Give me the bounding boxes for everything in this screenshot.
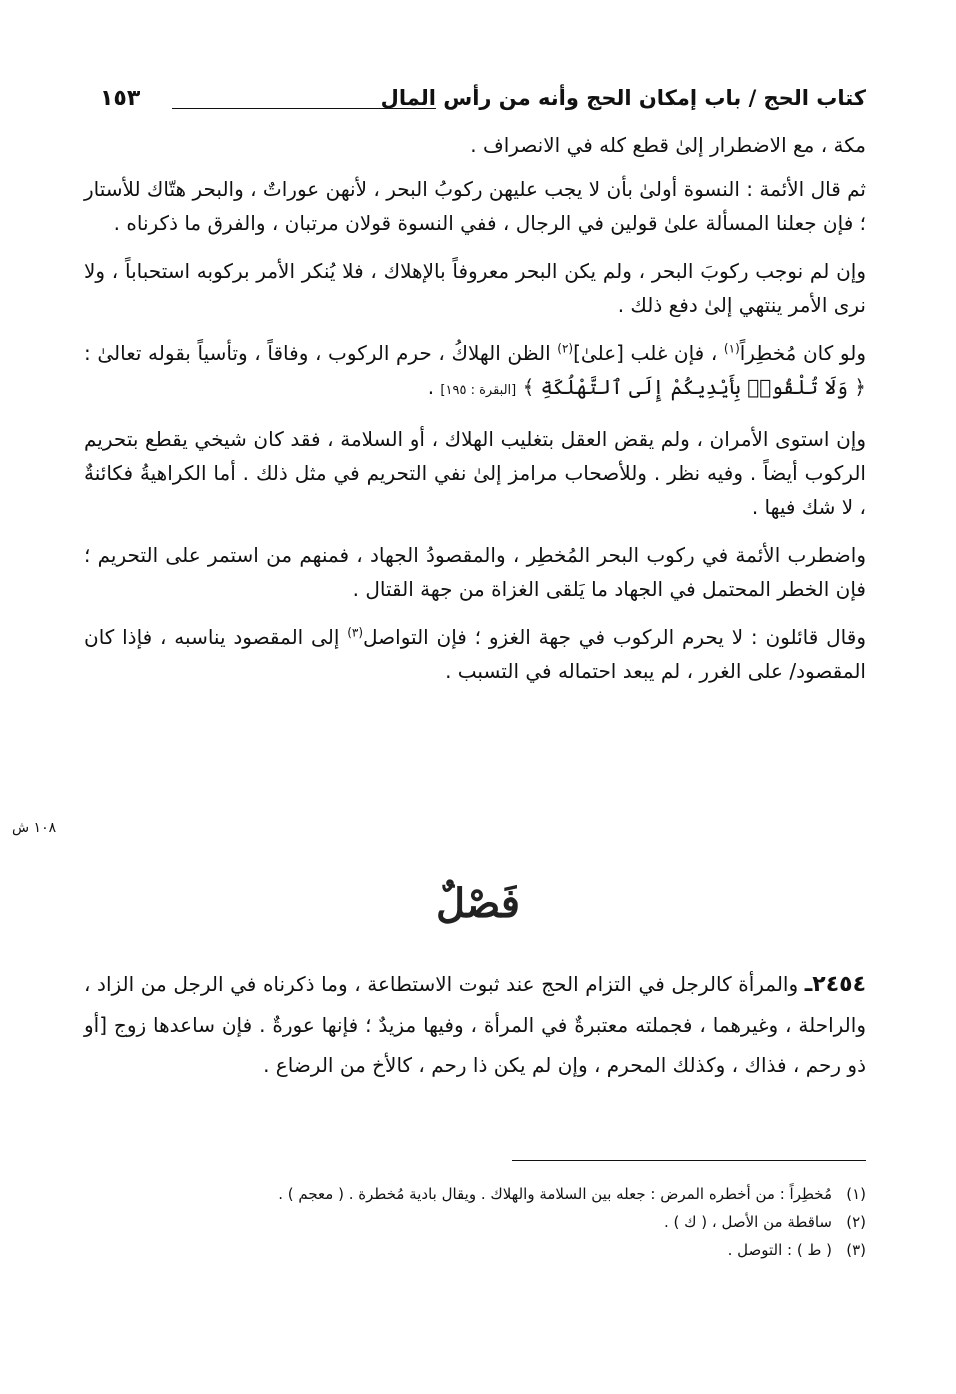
text-run: إلى المقصود يناسبه ، فإذا كان المقصود/ على الغرر ، لم يبعد احتماله في التسبب .	[84, 625, 866, 683]
paragraph	[84, 620, 866, 688]
header-rule	[172, 108, 436, 109]
paragraph: ثم قال الأئمة : النسوة أولىٰ بأن لا يجب عليهن ركوبُ البحر ، لأنهن عوراتٌ ، والبحر هتّاك للأستار ؛ فإن جعلنا المسألة علىٰ قولين في الرجال ، ففي النسوة قولان مرتبان ، والفرق ما ذكرناه .	[84, 177, 866, 235]
text-run: ولو كان مُخطِراً	[739, 341, 866, 365]
verse-reference: [البقرة : ١٩٥]	[440, 383, 517, 398]
footnote	[84, 1236, 866, 1264]
paragraph: وإن لم نوجب ركوبَ البحر ، ولم يكن البحر معروفاً بالإهلاك ، فلا يُنكر الأمر بركوبه استحباباً ، ولا نرى الأمر ينتهي إلىٰ دفع ذلك .	[84, 259, 866, 317]
footnote-text: ساقطة من الأصل ، ( ك ) .	[664, 1213, 832, 1231]
text-run: .	[427, 375, 441, 399]
paragraph: وإن استوى الأمران ، ولم يقض العقل بتغليب الهلاك ، أو السلامة ، فقد كان شيخي يقطع بتحريم الركوب أيضاً . وفيه نظر . وللأصحاب مرامز إلىٰ نفي التحريم في مثل ذلك . أما الكراهيةُ فكائنةٌ ، لا شك فيها .	[84, 427, 866, 519]
footnote-number: (٢)	[846, 1213, 866, 1231]
text-run: وقال قائلون : لا يحرم الركوب في جهة الغزو ؛ فإن التواصل	[363, 625, 866, 649]
footnote-ref-3[interactable]: (٣)	[347, 625, 364, 640]
page-header	[100, 84, 866, 124]
footnote-number: (١)	[846, 1185, 866, 1203]
text-run: والمرأة كالرجل في التزام الحج عند ثبوت الاستطاعة ، وما ذكرناه في الرجل من الزاد ، والراحلة ، وغيرهما ، فجملته معتبرةٌ في المرأة ، وفيها مزيدٌ ؛ فإنها عورةٌ . فإن ساعدها زوج [أو ذو رحم ، فذاك ، وكذلك المحرم ، وإن لم يكن ذا رحم ، كالأخ من الرضاع .	[84, 972, 866, 1077]
text-run: ، فإن غلب [علىٰ]	[573, 341, 724, 365]
main-text	[84, 128, 866, 702]
running-title: كتاب الحج / باب إمكان الحج وأنه من رأس المال	[380, 86, 866, 110]
section-text	[84, 964, 866, 1095]
page-number: ١٥٣	[100, 86, 141, 111]
paragraph: واضطرب الأئمة في ركوب البحر المُخطِر ، والمقصودُ الجهاد ، فمنهم من استمر على التحريم ؛ فإن الخطر المحتمل في الجهاد ما يَلقى الغزاة من جهة القتال .	[84, 543, 866, 601]
footnote-ref-1[interactable]: (١)	[723, 341, 740, 356]
footnote-text: ( ط ) : التوصل .	[727, 1241, 832, 1259]
section-heading: فَصْلٌ	[435, 880, 521, 927]
footnote-text: مُخطِراً : من أخطره المرض : جعله بين السلامة والهلاك . ويقال بادية مُخطرة . ( معجم ) .	[278, 1185, 832, 1203]
quran-verse: ﴿ وَلَا تُلْقُوا۟ بِأَيْدِيكُمْ إِلَى ٱلتَّهْلُكَةِ ﴾	[522, 375, 866, 399]
text-run: الظن الهلاكُ ، حرم الركوب ، وفاقاً ، وتأسياً بقوله تعالىٰ :	[84, 341, 558, 365]
paragraph-number: ٢٤٥٤ـ	[804, 972, 866, 997]
paragraph-with-quran	[84, 336, 866, 408]
footnote	[84, 1180, 866, 1208]
paragraph: مكة ، مع الاضطرار إلىٰ قطع كله في الانصراف .	[470, 133, 866, 157]
footnote-number: (٣)	[846, 1241, 866, 1259]
section-heading-wrap	[0, 880, 956, 927]
footnotes	[84, 1180, 866, 1264]
manuscript-folio-note: ١٠٨ ش	[12, 820, 57, 836]
footnote	[84, 1208, 866, 1236]
footnote-separator	[512, 1160, 866, 1161]
footnote-ref-2[interactable]: (٢)	[557, 341, 574, 356]
numbered-paragraph	[84, 964, 866, 1085]
